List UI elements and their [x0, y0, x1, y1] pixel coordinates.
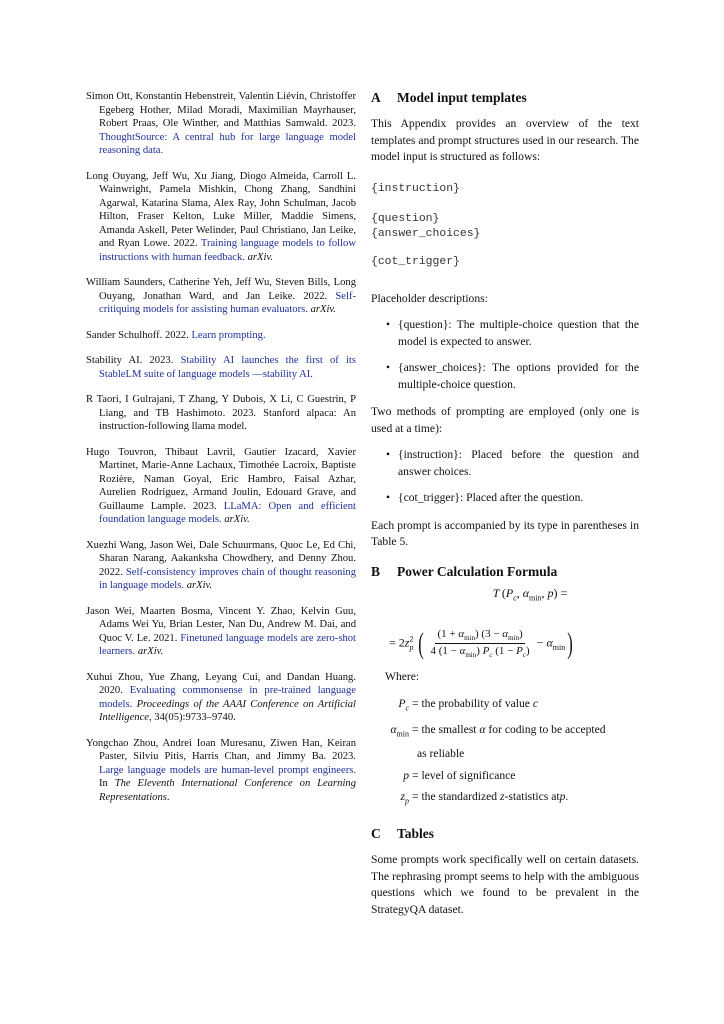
reference-link[interactable]: Finetuned language models are zero-shot learners. [99, 632, 356, 657]
template-line: {question} [371, 212, 440, 225]
where-label: Where: [385, 670, 420, 684]
reference-link[interactable]: Self-critiquing models for assisting human evaluators. [99, 290, 356, 315]
definition-row: $\alpha_{min}$ = the smallest α for coding to be accepted [390, 722, 606, 738]
reference-link[interactable]: Training language models to follow instructions with human feedback. [99, 238, 356, 263]
placeholder-list [371, 317, 639, 393]
reference-link[interactable]: ThoughtSource: A central hub for large language model reasoning data. [99, 131, 356, 156]
definition-row: $z_p$ = the standardized z-statistics atp. [400, 790, 569, 806]
list-item: • {instruction}: Placed before the question and answer choices. [386, 448, 639, 478]
reference-item: Hugo Touvron, Thibaut Lavril, Gautier Izacard, Xavier Martinet, Marie-Anne Lachaux, Timothée Lacroix, Baptiste Rozière, Naman Goyal, Eric Hambro, Faisal Azhar, Aurelien Rodriguez, Armand Joulin, Edouard Grave, and Guillaume Lample. 2023. LLaMA: Open and efficient foundation language models. arXiv. [86, 446, 356, 525]
definition-row: $P_c$ = the probability of value c [398, 696, 538, 713]
appendix-column [371, 90, 639, 918]
reference-item: Yongchao Zhou, Andrei Ioan Muresanu, Ziwen Han, Keiran Paster, Silviu Pitis, Harris Chan, and Jimmy Ba. 2023. Large language models are human-level prompt engineers. In The Eleventh International Conference on Learning Representations. [86, 737, 356, 803]
placeholder-heading: Placeholder descriptions: [371, 291, 488, 305]
reference-link[interactable]: Learn prompting. [191, 329, 266, 341]
reference-link[interactable]: Stability AI launches the first of its StableLM suite of language models —stability AI. [99, 355, 356, 380]
reference-item: Jason Wei, Maarten Bosma, Vincent Y. Zhao, Kelvin Guu, Adams Wei Yu, Brian Lester, Nan Du, Andrew M. Dai, and Quoc V. Le. 2021. Finetuned language models are zero-shot learners. arXiv. [86, 605, 356, 657]
template-line: {instruction} [371, 182, 460, 195]
reference-item: R Taori, I Gulrajani, T Zhang, Y Dubois, X Li, C Guestrin, P Liang, and TB Hashimoto. 2023. Stanford alpaca: An instruction-following llama model. [86, 394, 356, 432]
list-item: • {question}: The multiple-choice question that the model is expected to answer. [386, 318, 639, 348]
section-heading-c: C Tables [371, 826, 435, 842]
template-block [371, 182, 639, 270]
section-heading-b: B Power Calculation Formula [371, 563, 558, 579]
power-formula [371, 586, 639, 660]
section-heading-a: A Model input templates [371, 90, 527, 105]
reference-item: Sander Schulhoff. 2022. Learn prompting. [86, 329, 266, 341]
list-item: • {answer_choices}: The options provided for the multiple-choice question. [386, 361, 639, 391]
methods-list [371, 447, 639, 507]
definition-row: as reliable [417, 747, 465, 761]
reference-link[interactable]: Evaluating commonsense in pre-trained language models. [99, 685, 356, 710]
reference-item: Stability AI. 2023. Stability AI launches the first of its StableLM suite of language models —stability AI. [86, 355, 356, 380]
formula-line-1: T ($P_c$, $\alpha_{min}$, p) = [492, 585, 568, 602]
reference-link[interactable]: Self-consistency improves chain of thought reasoning in language models. [99, 566, 356, 591]
reference-item: Long Ouyang, Jeff Wu, Xu Jiang, Diogo Almeida, Carroll L. Wainwright, Pamela Mishkin, Chong Zhang, Sandhini Agarwal, Katarina Slama, Alex Ray, John Schulman, Jacob Hilton, Fraser Kelton, Luke Miller, Maddie Simens, Amanda Askell, Peter Welinder, Paul Christiano, Jan Leike, and Ryan Lowe. 2022. Training language models to follow instructions with human feedback. arXiv. [86, 170, 356, 263]
section-a-closing: Each prompt is accompanied by its type in parentheses in Table 5. [371, 518, 639, 548]
references-column [86, 90, 356, 816]
reference-link[interactable]: LLaMA: Open and efficient foundation language models. [99, 500, 356, 525]
methods-intro: Two methods of prompting are employed (only one is used at a time): [371, 405, 639, 435]
reference-link[interactable]: Large language models are human-level prompt engineers. [99, 764, 356, 776]
reference-item: Xuhui Zhou, Yue Zhang, Leyang Cui, and Dandan Huang. 2020. Evaluating commonsense in pre-trained language models. Proceedings of the AAAI Conference on Artificial Intelligence, 34(05):9733–9740. [86, 671, 356, 723]
reference-item: Xuezhi Wang, Jason Wei, Dale Schuurmans, Quoc Le, Ed Chi, Sharan Narang, Aakanksha Chowdhery, and Denny Zhou. 2022. Self-consistency improves chain of thought reasoning in language models. arXiv. [86, 539, 356, 591]
section-a-intro: This Appendix provides an overview of the text templates and prompt structures used in our research. The model input is structured as follows: [371, 117, 639, 163]
section-c-body: Some prompts work specifically well on certain datasets. The rephrasing prompt seems to help with the ambiguous questions which we found to be prevalent in the StrategyQA dataset. [371, 853, 639, 916]
reference-item: Simon Ott, Konstantin Hebenstreit, Valentin Liévin, Christoffer Egeberg Hother, Milad Moradi, Maximilian Mayrhauser, Robert Praas, Ole Winther, and Matthias Samwald. 2023. ThoughtSource: A central hub for large language model reasoning data. [86, 91, 356, 156]
list-item: • {cot_trigger}: Placed after the question. [386, 491, 584, 504]
definition-row: p = level of significance [403, 768, 516, 782]
definitions [371, 696, 639, 810]
formula-line-2: = $2z^2_p$ ( $\frac{(1 + \alpha_{min}) (3 - \alpha_{min})}{4 (1 - \alpha_{min}) P_c (1 - P_c)}$ − $\alpha_{min}$) [389, 626, 573, 660]
reference-item: William Saunders, Catherine Yeh, Jeff Wu, Steven Bills, Long Ouyang, Jonathan Ward, and Jan Leike. 2022. Self-critiquing models for assisting human evaluators. arXiv. [86, 277, 356, 315]
template-line: {cot_trigger} [371, 255, 460, 268]
template-line: {answer_choices} [371, 227, 481, 240]
